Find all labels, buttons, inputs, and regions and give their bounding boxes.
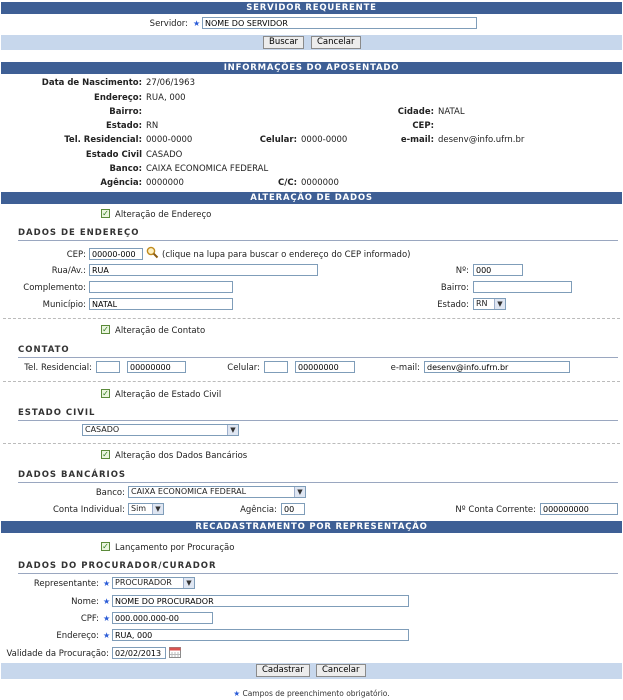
servidor-label: Servidor: [149,19,188,29]
alteracao-endereco-checkbox[interactable]: ✓ [102,209,109,218]
cep-field-label: CEP: [66,250,86,260]
required-star-icon: ★ [233,689,241,698]
procurador-section-line [18,573,618,574]
estado-civil-select[interactable] [82,424,239,436]
conta-individual-select[interactable] [128,503,164,515]
numero-label: Nº: [455,266,469,276]
estado-label: Estado: [106,121,142,131]
endereco-label: Endereço: [94,93,142,103]
bancarios-section-title: DADOS BANCÁRIOS [18,470,127,480]
banco-select[interactable] [128,486,306,498]
rua-label: Rua/Av.: [51,266,86,276]
alteracao-caption: ALTERAÇÃO DE DADOS [1,192,622,204]
tel-field-label: Tel. Residencial: [24,363,92,373]
calendar-icon[interactable] [169,646,181,658]
agencia-value: 0000000 [146,178,184,188]
contato-section-title: CONTATO [18,345,70,355]
cel-field-label: Celular: [227,363,260,373]
cadastrar-button[interactable]: Cadastrar [256,664,310,677]
nome-input[interactable] [112,595,409,607]
estado-field-label: Estado: [437,300,469,310]
banco-value: CAIXA ECONOMICA FEDERAL [146,164,269,174]
alteracao-contato-checkbox[interactable]: ✓ [102,325,109,334]
endereco-procurador-label: Endereço: [56,631,99,641]
tel-ddd-input[interactable] [96,361,120,373]
chevron-down-icon: ▼ [183,578,194,588]
cel-input[interactable] [295,361,355,373]
alteracao-bancarios-checkbox[interactable]: ✓ [102,450,109,459]
cep-hint: (clique na lupa para buscar o endereço do CEP informado) [162,250,411,260]
alteracao-contato-label: Alteração de Contato [115,326,206,336]
cc-value: 0000000 [301,178,339,188]
municipio-label: Município: [42,300,86,310]
aposentado-caption: INFORMAÇÕES DO APOSENTADO [1,62,622,74]
divider [3,318,620,319]
required-star-icon: ★ [193,19,201,28]
cidade-label: Cidade: [397,107,434,117]
endereco-procurador-input[interactable] [112,629,409,641]
bairro-label: Bairro: [109,107,142,117]
required-star-icon: ★ [103,614,111,623]
alteracao-estado-civil-checkbox[interactable]: ✓ [102,389,109,398]
required-note [0,689,623,698]
banco-field-label: Banco: [95,488,125,498]
email-field-label: e-mail: [390,363,420,373]
cpf-input[interactable] [112,612,213,624]
divider [3,381,620,382]
agencia-input[interactable] [281,503,305,515]
validade-label: Validade da Procuração: [6,649,109,659]
representante-label: Representante: [33,579,99,589]
numero-input[interactable] [473,264,523,276]
banco-select-value: CAIXA ECONOMICA FEDERAL [131,487,247,496]
nascimento-value: 27/06/1963 [146,78,195,88]
conta-individual-select-value: Sim [131,504,147,513]
agencia-field-label: Agência: [240,505,277,515]
alteracao-bancarios-label: Alteração dos Dados Bancários [115,451,248,461]
email-value: desenv@info.ufrn.br [438,135,525,145]
representacao-button-bar [1,663,622,679]
cancelar-servidor-button[interactable]: Cancelar [311,36,361,49]
tel-value: 0000-0000 [146,135,193,145]
email-label: e-mail: [400,135,434,145]
estado-civil-section-title: ESTADO CIVIL [18,408,96,418]
rua-input[interactable] [89,264,318,276]
magnifier-icon[interactable] [146,246,159,259]
divider [3,443,620,444]
complemento-label: Complemento: [23,283,86,293]
celular-label: Celular: [259,135,297,145]
cep-input[interactable] [89,248,143,260]
nascimento-label: Data de Nascimento: [41,78,142,88]
servidor-input[interactable] [202,17,477,29]
nome-label: Nome: [71,597,99,607]
chevron-down-icon: ▼ [227,425,238,435]
conta-corrente-input[interactable] [540,503,618,515]
complemento-input[interactable] [89,281,233,293]
representacao-caption: RECADASTRAMENTO POR REPRESENTAÇÃO [1,521,622,533]
contato-section-line [18,357,618,358]
bancarios-section-line [18,482,618,483]
required-star-icon: ★ [103,579,111,588]
chevron-down-icon: ▼ [494,299,505,309]
chevron-down-icon: ▼ [294,487,305,497]
cancelar-button[interactable]: Cancelar [316,664,366,677]
cc-label: C/C: [278,178,297,188]
agencia-label: Agência: [100,178,142,188]
procuracao-label: Lançamento por Procuração [115,543,235,553]
alteracao-endereco-label: Alteração de Endereço [115,210,212,220]
municipio-input[interactable] [89,298,233,310]
endereco-section-line [18,240,618,241]
cel-ddd-input[interactable] [264,361,288,373]
celular-value: 0000-0000 [301,135,348,145]
banco-label: Banco: [109,164,142,174]
buscar-button[interactable]: Buscar [263,36,304,49]
tel-label: Tel. Residencial: [64,135,142,145]
cpf-label: CPF: [80,614,99,624]
conta-corrente-label: Nº Conta Corrente: [455,505,536,515]
cep-label: CEP: [412,121,434,131]
estado-civil-value: CASADO [146,150,183,160]
estado-civil-section-line [18,420,618,421]
required-note-text: Campos de preenchimento obrigatório. [242,689,390,698]
conta-individual-label: Conta Individual: [52,505,125,515]
validade-input[interactable] [112,647,166,659]
tel-input[interactable] [127,361,186,373]
endereco-section-title: DADOS DE ENDEREÇO [18,228,140,238]
estado-civil-select-value: CASADO [85,425,120,434]
required-star-icon: ★ [103,597,111,606]
estado-value: RN [146,121,159,131]
estado-select-value: RN [476,299,488,308]
procuracao-checkbox[interactable]: ✓ [102,542,109,551]
email-input[interactable] [424,361,570,373]
estado-civil-label: Estado Civil [85,150,142,160]
servidor-caption: SERVIDOR REQUERENTE [1,2,622,14]
endereco-value: RUA, 000 [146,93,186,103]
representante-select[interactable] [112,577,195,589]
required-star-icon: ★ [103,631,111,640]
estado-select[interactable] [473,298,506,310]
bairro-field-label: Bairro: [440,283,469,293]
chevron-down-icon: ▼ [152,504,163,514]
representante-select-value: PROCURADOR [115,578,172,587]
alteracao-estado-civil-label: Alteração de Estado Civil [115,390,222,400]
cidade-value: NATAL [438,107,465,117]
bairro-input[interactable] [473,281,572,293]
procurador-section-title: DADOS DO PROCURADOR/CURADOR [18,561,217,571]
